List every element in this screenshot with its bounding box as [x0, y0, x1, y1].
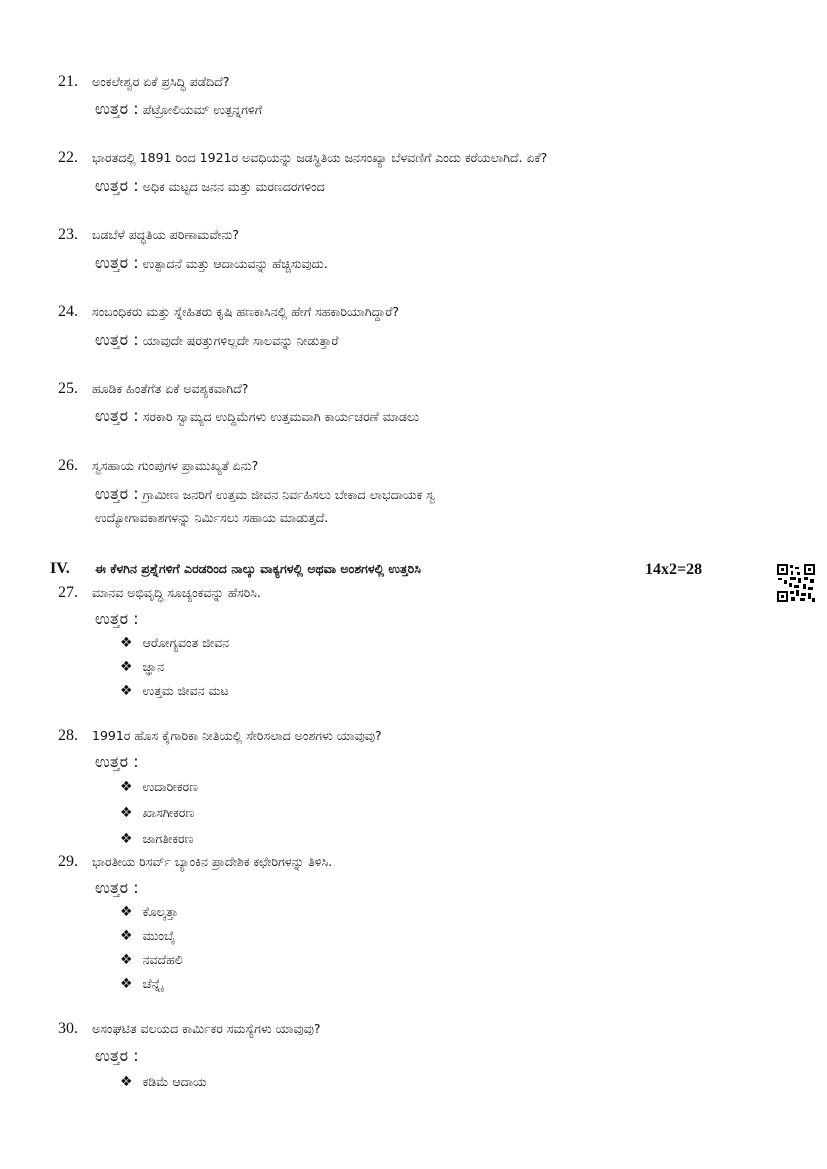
- question-number: 27.: [58, 584, 78, 601]
- answer-label: ಉತ್ತರ :: [95, 752, 139, 771]
- point-text: ಉತ್ತಮ ಜೀವನ ಮಟ: [142, 683, 229, 698]
- question-number: 28.: [58, 727, 78, 744]
- answer-label: ಉತ್ತರ :: [95, 406, 139, 425]
- question-27: [58, 584, 261, 603]
- answer-text: ಉದ್ಯೋಗಾವಕಾಶಗಳನ್ನು ನಿರ್ಮಿಸಲು ಸಹಾಯ ಮಾಡುತ್ತದೆ.: [95, 510, 329, 525]
- point-text: ಜ್ಞಾನ: [142, 659, 165, 674]
- bullet-icon: ❖: [120, 928, 133, 944]
- answer-27: [95, 609, 139, 631]
- question-text: ಸ್ವಸಹಾಯ ಗುಂಪುಗಳ ಪ್ರಾಮುಖ್ಯತೆ ಏನು?: [92, 458, 259, 473]
- bullet-icon: ❖: [120, 779, 133, 795]
- answer-text: ಉತ್ಪಾದನೆ ಮತ್ತು ಆದಾಯವನ್ನು ಹೆಚ್ಚಿಸುವುದು.: [142, 256, 328, 271]
- question-29: [58, 853, 332, 872]
- point-text: ಮುಂಬೈ: [142, 928, 176, 943]
- question-28: [58, 727, 382, 746]
- point-text: ಕೊಲ್ಕತ್ತಾ: [142, 904, 179, 919]
- section-instruction: ಈ ಕೆಳಗಿನ ಪ್ರಶ್ನೆಗಳಿಗೆ ಎರಡರಿಂದ ನಾಲ್ಕು ವಾಕ್ಯಗಳಲ್ಲಿ ಅಥವಾ ಅಂಶಗಳಲ್ಲಿ ಉತ್ತರಿಸಿ: [95, 561, 421, 576]
- answer-21: [95, 99, 262, 121]
- question-text: ಬಡಬೆಳೆ ಪದ್ಧತಿಯ ಪರಿಣಾಮವೇನು?: [92, 227, 240, 242]
- question-text: ಅಂಕಲೇಶ್ವರ ಏಕೆ ಪ್ರಸಿದ್ಧಿ ಪಡೆದಿದೆ?: [92, 74, 230, 89]
- answer-point: [120, 902, 178, 922]
- bullet-icon: ❖: [120, 952, 133, 968]
- answer-text: ಯಾವುದೇ ಷರತ್ತುಗಳಿಲ್ಲದೇ ಸಾಲವನ್ನು ನೀಡುತ್ತಾರೆ: [142, 333, 339, 348]
- point-text: ಚೆನ್ನೈ: [142, 976, 163, 991]
- question-number: 21.: [58, 73, 78, 90]
- section-marks: 14x2=28: [645, 561, 703, 578]
- answer-point: [120, 974, 163, 994]
- answer-30: [95, 1046, 139, 1068]
- answer-24: [95, 330, 338, 352]
- bullet-icon: ❖: [120, 976, 133, 992]
- qr-code-icon: [776, 563, 816, 603]
- answer-point: [120, 777, 198, 797]
- answer-text: ಸರಕಾರಿ ಸ್ವಾಮ್ಯದ ಉದ್ದಿಮೆಗಳು ಉತ್ತಮವಾಗಿ ಕಾರ್ಯಚರಣೆ ಮಾಡಲು: [142, 409, 420, 424]
- answer-text: ಅಧಿಕ ಮಟ್ಟದ ಜನನ ಮತ್ತು ಮರಣದರಗಳಿಂದ: [142, 179, 325, 194]
- point-text: ಕಡಿಮೆ ಆದಾಯ: [142, 1074, 207, 1089]
- question-number: 22.: [58, 149, 78, 166]
- question-text: ಮಾನವ ಅಭಿವೃದ್ಧಿ ಸೂಚ್ಯಂಕವನ್ನು ಹೆಸರಿಸಿ.: [92, 585, 261, 600]
- answer-26-continued: [95, 508, 328, 529]
- answer-text: ಪೆಟ್ರೋಲಿಯಮ್ ಉತ್ಪನ್ನಗಳಿಗೆ: [142, 102, 262, 117]
- question-number: 25.: [58, 380, 78, 397]
- answer-label: ಉತ್ತರ :: [95, 330, 139, 349]
- bullet-icon: ❖: [120, 659, 133, 675]
- bullet-icon: ❖: [120, 805, 133, 821]
- question-text: ಸಂಬಂಧಿಕರು ಮತ್ತು ಸ್ನೇಹಿತರು ಕೃಷಿ ಹಣಕಾಸಿನಲ್ಲಿ ಹೇಗೆ ಸಹಕಾರಿಯಾಗಿದ್ದಾರೆ?: [92, 304, 400, 319]
- question-30: [58, 1020, 321, 1039]
- question-text: ಭಾರತದಲ್ಲಿ 1891 ರಿಂದ 1921ರ ಅವಧಿಯನ್ನು ಜಡಸ್ಥಿತಿಯ ಜನಸಂಖ್ಯಾ ಬೆಳವಣಿಗೆ ಎಂದು ಕರೆಯಲಾಗಿದೆ. ಏಕೆ?: [92, 150, 548, 165]
- answer-point: [120, 829, 193, 849]
- question-number: 26.: [58, 457, 78, 474]
- bullet-icon: ❖: [120, 683, 133, 699]
- question-23: [58, 226, 239, 245]
- answer-label: ಉತ್ತರ :: [95, 609, 139, 628]
- question-24: [58, 303, 399, 322]
- question-number: 29.: [58, 853, 78, 870]
- bullet-icon: ❖: [120, 1074, 133, 1090]
- answer-point: [120, 657, 164, 677]
- question-22: [58, 149, 547, 168]
- question-number: 30.: [58, 1020, 78, 1037]
- question-number: 24.: [58, 303, 78, 320]
- answer-29: [95, 878, 139, 900]
- answer-point: [120, 950, 183, 970]
- question-26: [58, 457, 258, 476]
- answer-23: [95, 253, 328, 275]
- answer-point: [120, 1072, 207, 1092]
- answer-28: [95, 752, 139, 774]
- section-roman-numeral: IV.: [50, 560, 70, 577]
- point-text: ಜಾಗತೀಕರಣ: [142, 831, 194, 846]
- question-text: 1991ರ ಹೊಸ ಕೈಗಾರಿಕಾ ನೀತಿಯಲ್ಲಿ ಸೇರಿಸಲಾದ ಅಂಶಗಳು ಯಾವುವು?: [92, 728, 382, 743]
- answer-label: ಉತ್ತರ :: [95, 99, 139, 118]
- point-text: ಆರೋಗ್ಯವಂತ ಜೀವನ: [142, 635, 230, 650]
- answer-point: [120, 681, 229, 701]
- question-25: [58, 380, 248, 399]
- answer-label: ಉತ್ತರ :: [95, 176, 139, 195]
- answer-label: ಉತ್ತರ :: [95, 1046, 139, 1065]
- answer-25: [95, 406, 419, 428]
- answer-point: [120, 633, 229, 653]
- point-text: ಉದಾರೀಕರಣ: [142, 779, 198, 794]
- answer-label: ಉತ್ತರ :: [95, 484, 139, 503]
- answer-point: [120, 926, 175, 946]
- question-number: 23.: [58, 226, 78, 243]
- answer-text: ಗ್ರಾಮೀಣ ಜನರಿಗೆ ಉತ್ತಮ ಜೀವನ ನಿರ್ವಹಿಸಲು ಬೇಕಾದ ಲಾಭದಾಯಕ ಸ್ವ: [142, 487, 435, 502]
- point-text: ನವದೆಹಲಿ: [142, 952, 183, 967]
- bullet-icon: ❖: [120, 904, 133, 920]
- bullet-icon: ❖: [120, 831, 133, 847]
- answer-26: [95, 484, 435, 506]
- answer-point: [120, 803, 194, 823]
- answer-22: [95, 176, 325, 198]
- answer-label: ಉತ್ತರ :: [95, 253, 139, 272]
- question-text: ಹೂಡಿಕ ಹಿಂತೆಗೆತ ಏಕೆ ಅವಶ್ಯಕವಾಗಿದೆ?: [92, 381, 249, 396]
- bullet-icon: ❖: [120, 635, 133, 651]
- question-21: [58, 73, 229, 92]
- question-text: ಭಾರತೀಯ ರಿಸರ್ವ್ ಬ್ಯಾಂಕಿನ ಪ್ರಾದೇಶಿಕ ಕಛೇರಿಗಳನ್ನು ತಿಳಿಸಿ.: [92, 854, 333, 869]
- answer-label: ಉತ್ತರ :: [95, 878, 139, 897]
- section-heading: [50, 560, 421, 578]
- point-text: ಖಾಸಗೀಕರಣ: [142, 805, 195, 820]
- question-text: ಅಸಂಘಟಿತ ವಲಯದ ಕಾರ್ಮಿಕರ ಸಮಸ್ಯೆಗಳು ಯಾವುವು?: [92, 1021, 321, 1036]
